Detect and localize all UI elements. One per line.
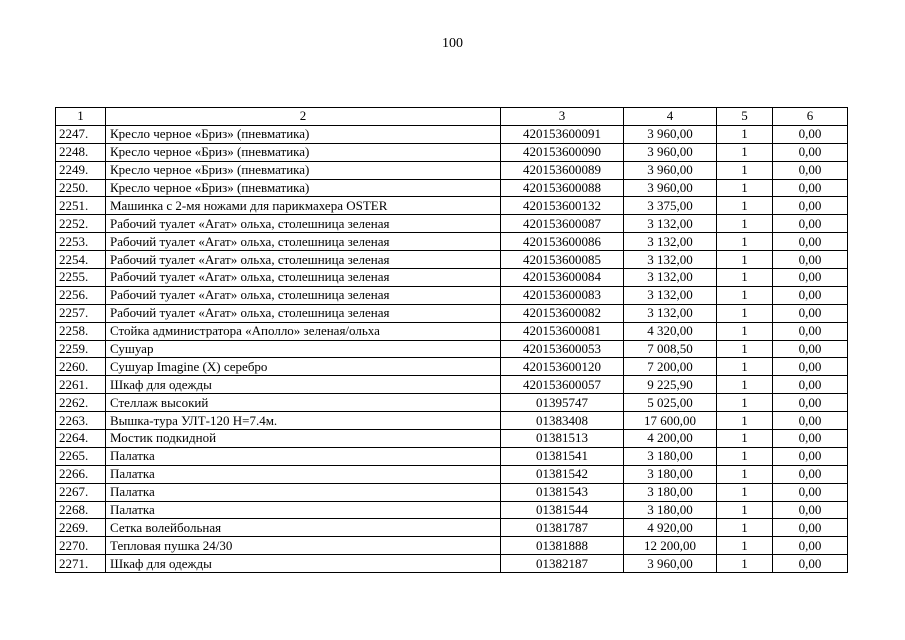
residual-value: 0,00: [773, 537, 848, 555]
item-price: 17 600,00: [624, 412, 717, 430]
item-name: Вышка-тура УЛТ-120 Н=7.4м.: [106, 412, 501, 430]
item-name: Рабочий туалет «Агат» ольха, столешница зеленая: [106, 233, 501, 251]
row-number: 2257.: [56, 304, 106, 322]
item-quantity: 1: [717, 161, 773, 179]
inventory-code: 420153600057: [501, 376, 624, 394]
item-name: Кресло черное «Бриз» (пневматика): [106, 125, 501, 143]
table-row: [56, 161, 848, 179]
residual-value: 0,00: [773, 286, 848, 304]
table-row: [56, 465, 848, 483]
residual-value: 0,00: [773, 483, 848, 501]
inventory-code: 420153600083: [501, 286, 624, 304]
item-quantity: 1: [717, 376, 773, 394]
residual-value: 0,00: [773, 376, 848, 394]
table-row: [56, 501, 848, 519]
residual-value: 0,00: [773, 322, 848, 340]
column-header-5: 5: [717, 108, 773, 126]
row-number: 2261.: [56, 376, 106, 394]
item-price: 9 225,90: [624, 376, 717, 394]
table-row: [56, 179, 848, 197]
item-name: Кресло черное «Бриз» (пневматика): [106, 161, 501, 179]
inventory-code: 420153600089: [501, 161, 624, 179]
row-number: 2258.: [56, 322, 106, 340]
item-name: Рабочий туалет «Агат» ольха, столешница зеленая: [106, 215, 501, 233]
residual-value: 0,00: [773, 430, 848, 448]
row-number: 2250.: [56, 179, 106, 197]
item-name: Палатка: [106, 465, 501, 483]
table-row: [56, 286, 848, 304]
row-number: 2252.: [56, 215, 106, 233]
row-number: 2263.: [56, 412, 106, 430]
inventory-code: 420153600090: [501, 143, 624, 161]
row-number: 2247.: [56, 125, 106, 143]
item-quantity: 1: [717, 519, 773, 537]
item-price: 3 180,00: [624, 501, 717, 519]
item-quantity: 1: [717, 412, 773, 430]
item-price: 3 132,00: [624, 269, 717, 287]
row-number: 2270.: [56, 537, 106, 555]
inventory-code: 420153600082: [501, 304, 624, 322]
table-row: [56, 197, 848, 215]
item-price: 7 008,50: [624, 340, 717, 358]
inventory-code: 01383408: [501, 412, 624, 430]
column-header-3: 3: [501, 108, 624, 126]
item-price: 3 960,00: [624, 179, 717, 197]
item-name: Палатка: [106, 501, 501, 519]
item-quantity: 1: [717, 304, 773, 322]
inventory-code: 420153600086: [501, 233, 624, 251]
inventory-code: 420153600053: [501, 340, 624, 358]
table-row: [56, 233, 848, 251]
row-number: 2253.: [56, 233, 106, 251]
column-header-2: 2: [106, 108, 501, 126]
item-price: 3 960,00: [624, 125, 717, 143]
item-name: Палатка: [106, 483, 501, 501]
row-number: 2271.: [56, 555, 106, 573]
inventory-code: 01381888: [501, 537, 624, 555]
item-quantity: 1: [717, 233, 773, 251]
item-price: 3 132,00: [624, 304, 717, 322]
item-name: Рабочий туалет «Агат» ольха, столешница зеленая: [106, 304, 501, 322]
item-name: Рабочий туалет «Агат» ольха, столешница зеленая: [106, 269, 501, 287]
row-number: 2251.: [56, 197, 106, 215]
item-price: 3 960,00: [624, 161, 717, 179]
item-price: 3 960,00: [624, 555, 717, 573]
residual-value: 0,00: [773, 304, 848, 322]
item-quantity: 1: [717, 143, 773, 161]
table-row: [56, 304, 848, 322]
item-price: 3 132,00: [624, 286, 717, 304]
item-quantity: 1: [717, 125, 773, 143]
item-price: 7 200,00: [624, 358, 717, 376]
item-quantity: 1: [717, 430, 773, 448]
item-price: 3 375,00: [624, 197, 717, 215]
column-header-6: 6: [773, 108, 848, 126]
inventory-code: 420153600120: [501, 358, 624, 376]
residual-value: 0,00: [773, 251, 848, 269]
item-quantity: 1: [717, 179, 773, 197]
residual-value: 0,00: [773, 215, 848, 233]
row-number: 2262.: [56, 394, 106, 412]
row-number: 2269.: [56, 519, 106, 537]
item-name: Рабочий туалет «Агат» ольха, столешница зеленая: [106, 286, 501, 304]
item-price: 4 200,00: [624, 430, 717, 448]
inventory-code: 01381543: [501, 483, 624, 501]
item-quantity: 1: [717, 537, 773, 555]
residual-value: 0,00: [773, 519, 848, 537]
table-row: [56, 376, 848, 394]
item-name: Сушуар Imagine (X) серебро: [106, 358, 501, 376]
residual-value: 0,00: [773, 358, 848, 376]
row-number: 2259.: [56, 340, 106, 358]
inventory-table: [55, 107, 848, 573]
table-row: [56, 143, 848, 161]
item-name: Палатка: [106, 447, 501, 465]
item-price: 3 132,00: [624, 215, 717, 233]
item-quantity: 1: [717, 269, 773, 287]
inventory-code: 01381513: [501, 430, 624, 448]
table-row: [56, 555, 848, 573]
item-quantity: 1: [717, 251, 773, 269]
item-name: Кресло черное «Бриз» (пневматика): [106, 143, 501, 161]
residual-value: 0,00: [773, 340, 848, 358]
item-name: Мостик подкидной: [106, 430, 501, 448]
table-row: [56, 519, 848, 537]
item-quantity: 1: [717, 501, 773, 519]
inventory-code: 420153600085: [501, 251, 624, 269]
residual-value: 0,00: [773, 394, 848, 412]
row-number: 2249.: [56, 161, 106, 179]
inventory-code: 01382187: [501, 555, 624, 573]
item-quantity: 1: [717, 286, 773, 304]
row-number: 2255.: [56, 269, 106, 287]
item-quantity: 1: [717, 215, 773, 233]
item-price: 3 180,00: [624, 483, 717, 501]
item-quantity: 1: [717, 394, 773, 412]
inventory-code: 420153600084: [501, 269, 624, 287]
row-number: 2254.: [56, 251, 106, 269]
item-name: Шкаф для одежды: [106, 376, 501, 394]
inventory-code: 01381544: [501, 501, 624, 519]
row-number: 2260.: [56, 358, 106, 376]
inventory-code: 01381541: [501, 447, 624, 465]
item-price: 3 180,00: [624, 465, 717, 483]
residual-value: 0,00: [773, 465, 848, 483]
item-quantity: 1: [717, 483, 773, 501]
item-name: Машинка с 2-мя ножами для парикмахера OSTER: [106, 197, 501, 215]
item-quantity: 1: [717, 197, 773, 215]
inventory-code: 420153600081: [501, 322, 624, 340]
item-price: 3 960,00: [624, 143, 717, 161]
column-header-4: 4: [624, 108, 717, 126]
table-row: [56, 430, 848, 448]
inventory-code: 01395747: [501, 394, 624, 412]
item-quantity: 1: [717, 465, 773, 483]
row-number: 2265.: [56, 447, 106, 465]
item-name: Рабочий туалет «Агат» ольха, столешница зеленая: [106, 251, 501, 269]
item-name: Кресло черное «Бриз» (пневматика): [106, 179, 501, 197]
item-price: 5 025,00: [624, 394, 717, 412]
item-price: 3 132,00: [624, 251, 717, 269]
residual-value: 0,00: [773, 161, 848, 179]
item-name: Шкаф для одежды: [106, 555, 501, 573]
table-body: [56, 125, 848, 572]
item-quantity: 1: [717, 555, 773, 573]
table-row: [56, 394, 848, 412]
inventory-code: 01381542: [501, 465, 624, 483]
residual-value: 0,00: [773, 269, 848, 287]
residual-value: 0,00: [773, 555, 848, 573]
inventory-code: 420153600087: [501, 215, 624, 233]
table-row: [56, 483, 848, 501]
table-row: [56, 340, 848, 358]
residual-value: 0,00: [773, 501, 848, 519]
table-row: [56, 412, 848, 430]
item-name: Тепловая пушка 24/30: [106, 537, 501, 555]
residual-value: 0,00: [773, 447, 848, 465]
table-row: [56, 537, 848, 555]
table-row: [56, 269, 848, 287]
row-number: 2267.: [56, 483, 106, 501]
item-quantity: 1: [717, 447, 773, 465]
column-number-row: [56, 108, 848, 126]
residual-value: 0,00: [773, 179, 848, 197]
item-price: 4 920,00: [624, 519, 717, 537]
item-name: Сушуар: [106, 340, 501, 358]
inventory-code: 01381787: [501, 519, 624, 537]
inventory-code: 420153600091: [501, 125, 624, 143]
inventory-code: 420153600088: [501, 179, 624, 197]
item-name: Сетка волейбольная: [106, 519, 501, 537]
table-row: [56, 125, 848, 143]
item-quantity: 1: [717, 340, 773, 358]
table-row: [56, 215, 848, 233]
item-quantity: 1: [717, 322, 773, 340]
residual-value: 0,00: [773, 233, 848, 251]
residual-value: 0,00: [773, 197, 848, 215]
inventory-code: 420153600132: [501, 197, 624, 215]
page-number: 100: [442, 36, 463, 51]
item-quantity: 1: [717, 358, 773, 376]
row-number: 2266.: [56, 465, 106, 483]
item-price: 3 132,00: [624, 233, 717, 251]
item-price: 3 180,00: [624, 447, 717, 465]
residual-value: 0,00: [773, 412, 848, 430]
row-number: 2264.: [56, 430, 106, 448]
table-row: [56, 358, 848, 376]
item-name: Стойка администратора «Аполло» зеленая/ольха: [106, 322, 501, 340]
item-price: 4 320,00: [624, 322, 717, 340]
column-header-1: 1: [56, 108, 106, 126]
item-name: Стеллаж высокий: [106, 394, 501, 412]
table-row: [56, 322, 848, 340]
residual-value: 0,00: [773, 125, 848, 143]
row-number: 2268.: [56, 501, 106, 519]
table-row: [56, 251, 848, 269]
row-number: 2256.: [56, 286, 106, 304]
item-price: 12 200,00: [624, 537, 717, 555]
residual-value: 0,00: [773, 143, 848, 161]
row-number: 2248.: [56, 143, 106, 161]
table-row: [56, 447, 848, 465]
